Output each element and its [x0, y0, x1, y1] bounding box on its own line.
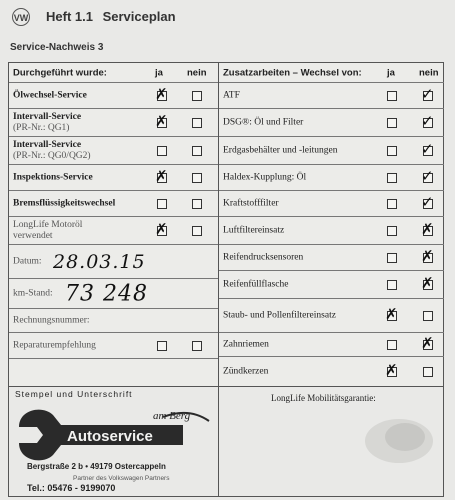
checkbox-ja[interactable] — [155, 166, 168, 185]
checkbox-ja[interactable] — [157, 341, 167, 351]
datum-label: Datum: — [13, 256, 42, 266]
check-mark-icon: ✓ — [421, 192, 434, 211]
right-column — [219, 63, 444, 386]
row-label: Zündkerzen — [223, 366, 269, 377]
row-label: ATF — [223, 90, 240, 100]
checkbox-nein[interactable] — [421, 84, 434, 103]
right-row — [219, 271, 444, 299]
stamp-heading: Stempel und Unterschrift — [15, 389, 133, 399]
row-label: Zahnriemen — [223, 339, 269, 349]
left-row — [9, 109, 218, 137]
check-mark-icon: ✗ — [155, 166, 168, 185]
checkbox-ja[interactable] — [385, 304, 398, 323]
reparatur-row — [9, 333, 218, 359]
checkbox-nein[interactable] — [423, 311, 433, 321]
rechnung-label: Rechnungsnummer: — [13, 315, 90, 325]
service-table — [8, 62, 444, 387]
nein-header: nein — [419, 67, 439, 78]
checkbox-nein[interactable] — [192, 118, 202, 128]
checkbox-ja[interactable] — [157, 199, 167, 209]
stamp-partner: Partner des Volkswagen Partners — [73, 475, 170, 482]
row-label: Bremsflüssigkeitswechsel — [13, 198, 116, 208]
datum-value: 28.03.15 — [53, 250, 146, 273]
document-header — [8, 7, 448, 29]
checkbox-nein[interactable] — [421, 111, 434, 130]
left-column — [9, 63, 219, 386]
checkbox-ja[interactable] — [157, 146, 167, 156]
row-label: Inspektions-Service — [13, 172, 93, 182]
heft-number: Heft 1.1 — [46, 9, 93, 24]
kmstand-label: km-Stand: — [13, 288, 53, 298]
reparatur-label: Reparaturempfehlung — [13, 340, 96, 350]
right-row — [219, 109, 444, 137]
nein-header: nein — [187, 67, 207, 78]
longlife-heading: LongLife Mobilitätsgarantie: — [271, 393, 376, 403]
right-header-row — [219, 63, 444, 83]
checkbox-ja[interactable] — [155, 219, 168, 238]
stamp-name: Autoservice — [67, 428, 153, 445]
checkbox-nein[interactable] — [192, 226, 202, 236]
vw-logo-icon: VW — [12, 8, 30, 26]
checkbox-nein[interactable] — [421, 273, 434, 292]
check-mark-icon: ✗ — [421, 333, 434, 352]
right-row — [219, 191, 444, 217]
checkbox-ja[interactable] — [385, 361, 398, 379]
row-label: Erdgasbehälter und -leitungen — [223, 145, 338, 155]
checkbox-nein[interactable] — [421, 333, 434, 352]
right-row — [219, 245, 444, 271]
check-mark-icon: ✗ — [155, 219, 168, 238]
right-row — [219, 137, 444, 165]
check-mark-icon: ✓ — [421, 139, 434, 158]
kmstand-row — [9, 279, 218, 309]
check-mark-icon: ✗ — [155, 111, 168, 130]
page-title — [46, 9, 176, 24]
rechnung-row — [9, 309, 218, 333]
right-row — [219, 299, 444, 333]
row-label: Intervall-Service (PR-Nr.: QG0/QG2) — [13, 139, 91, 161]
check-mark-icon: ✓ — [421, 111, 434, 130]
checkbox-ja[interactable] — [387, 146, 397, 156]
stamp-am-berg: am Berg — [153, 410, 191, 422]
check-mark-icon: ✓ — [421, 166, 434, 185]
row-label: Ölwechsel-Service — [13, 90, 87, 100]
checkbox-ja[interactable] — [387, 340, 397, 350]
checkbox-ja[interactable] — [155, 111, 168, 130]
faded-stamp-icon — [359, 411, 439, 471]
left-row — [9, 83, 218, 109]
checkbox-ja[interactable] — [387, 91, 397, 101]
checkbox-ja[interactable] — [387, 280, 397, 290]
row-label: Intervall-Service (PR-Nr.: QG1) — [13, 111, 82, 133]
checkbox-nein[interactable] — [423, 367, 433, 377]
check-mark-icon: ✗ — [385, 304, 398, 323]
checkbox-nein[interactable] — [192, 341, 202, 351]
stamp-tel: Tel.: 05476 - 9199070 — [27, 483, 116, 493]
check-mark-icon: ✓ — [421, 84, 434, 103]
row-label: Reifenfüllflasche — [223, 279, 289, 289]
longlife-area — [219, 387, 444, 496]
checkbox-ja[interactable] — [387, 199, 397, 209]
checkbox-nein[interactable] — [192, 173, 202, 183]
left-row — [9, 217, 218, 245]
left-row — [9, 137, 218, 165]
checkbox-ja[interactable] — [387, 253, 397, 263]
right-row — [219, 357, 444, 387]
check-mark-icon: ✗ — [385, 361, 398, 379]
checkbox-nein[interactable] — [192, 91, 202, 101]
workshop-stamp — [13, 399, 215, 495]
check-mark-icon: ✗ — [421, 273, 434, 292]
left-row — [9, 191, 218, 217]
row-label: LongLife Motoröl verwendet — [13, 219, 83, 241]
right-row — [219, 217, 444, 245]
checkbox-nein[interactable] — [192, 199, 202, 209]
row-label: Kraftstofffilter — [223, 198, 279, 208]
right-row — [219, 333, 444, 357]
left-header-row — [9, 63, 218, 83]
right-header-label: Zusatzarbeiten – Wechsel von: — [223, 67, 362, 78]
left-row — [9, 165, 218, 191]
checkbox-nein[interactable] — [421, 192, 434, 211]
left-header-label: Durchgeführt wurde: — [13, 67, 107, 78]
serviceplan-title: Serviceplan — [102, 9, 176, 24]
section-title: Service-Nachweis 3 — [10, 42, 104, 53]
stamp-area — [9, 387, 219, 496]
checkbox-nein[interactable] — [421, 219, 434, 238]
checkbox-nein[interactable] — [421, 166, 434, 185]
check-mark-icon: ✗ — [421, 246, 434, 265]
checkbox-nein[interactable] — [192, 146, 202, 156]
checkbox-ja[interactable] — [387, 173, 397, 183]
kmstand-value: 73 248 — [65, 281, 148, 306]
row-label: DSG®: Öl und Filter — [223, 117, 304, 127]
row-label: Luftfiltereinsatz — [223, 225, 285, 235]
datum-row — [9, 245, 218, 279]
stamp-address: Bergstraße 2 b • 49179 Ostercappeln — [27, 462, 166, 471]
check-mark-icon: ✗ — [155, 84, 168, 103]
row-label: Haldex-Kupplung: Öl — [223, 172, 307, 182]
checkbox-nein[interactable] — [421, 139, 434, 158]
check-mark-icon: ✗ — [421, 219, 434, 238]
row-label: Reifendrucksensoren — [223, 252, 304, 262]
checkbox-ja[interactable] — [387, 118, 397, 128]
checkbox-ja[interactable] — [387, 226, 397, 236]
right-row — [219, 83, 444, 109]
bottom-section — [8, 387, 444, 497]
ja-header: ja — [387, 67, 395, 78]
checkbox-ja[interactable] — [155, 84, 168, 103]
row-label: Staub- und Pollenfiltereinsatz — [223, 310, 336, 320]
checkbox-nein[interactable] — [421, 246, 434, 265]
ja-header: ja — [155, 67, 163, 78]
right-row — [219, 165, 444, 191]
